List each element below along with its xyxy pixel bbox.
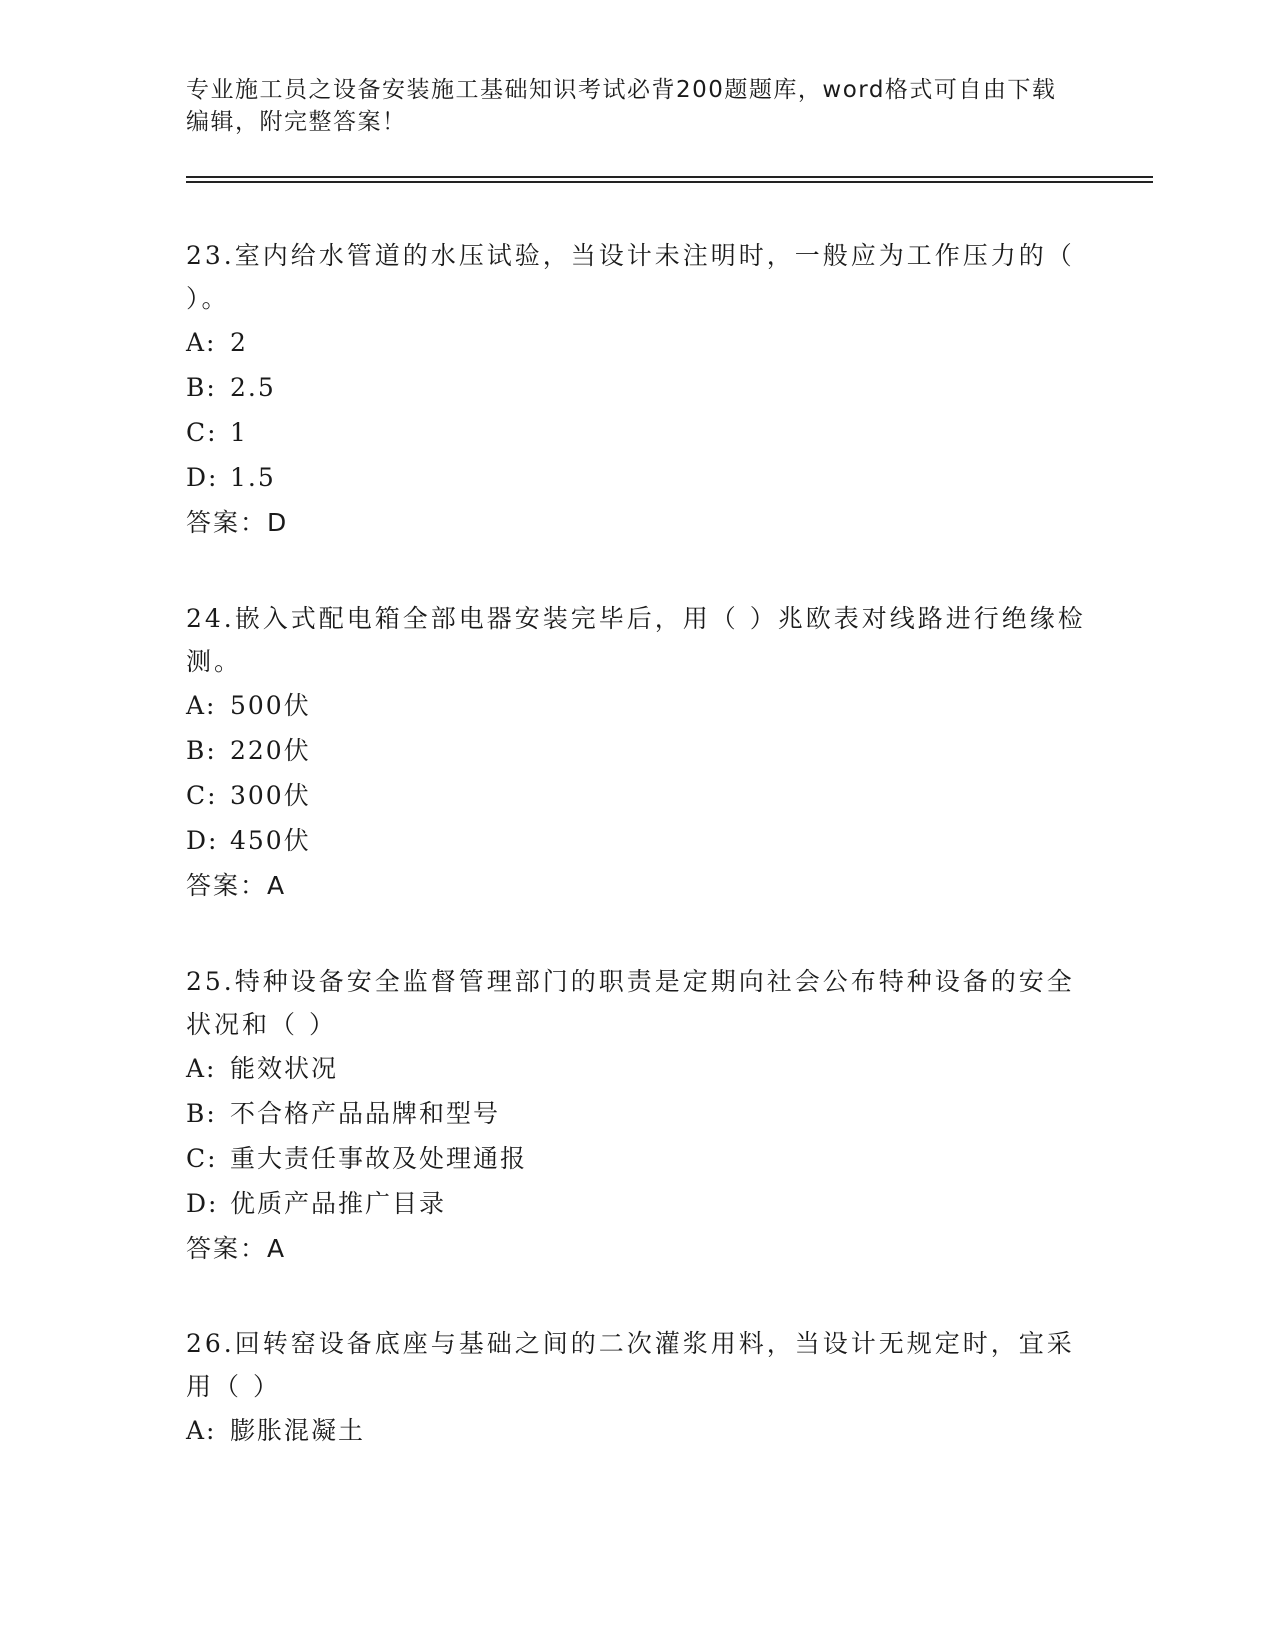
option-text: 不合格产品品牌和型号 xyxy=(230,1099,501,1128)
option-text: 450伏 xyxy=(230,826,311,855)
option-key: D: xyxy=(186,826,219,855)
option-b xyxy=(186,1091,1086,1136)
option-key: B: xyxy=(186,736,217,765)
option-c xyxy=(186,410,1086,455)
option-text: 2 xyxy=(230,328,248,357)
option-key: B: xyxy=(186,373,217,402)
answer-line: 答案：D xyxy=(186,508,289,537)
question-stem: 24.嵌入式配电箱全部电器安装完毕后，用（ ）兆欧表对线路进行绝缘检测。 xyxy=(186,604,1086,676)
option-key: C: xyxy=(186,418,218,447)
option-text: 能效状况 xyxy=(230,1054,339,1083)
question-24 xyxy=(186,597,1086,908)
option-key: C: xyxy=(186,1144,218,1173)
option-d xyxy=(186,818,1086,863)
question-26 xyxy=(186,1322,1086,1453)
option-key: D: xyxy=(186,1189,219,1218)
option-c xyxy=(186,1136,1086,1181)
answer-line: 答案：A xyxy=(186,1234,287,1263)
question-stem: 25.特种设备安全监督管理部门的职责是定期向社会公布特种设备的安全状况和（ ） xyxy=(186,967,1075,1039)
option-key: B: xyxy=(186,1099,217,1128)
option-key: D: xyxy=(186,463,219,492)
option-text: 优质产品推广目录 xyxy=(230,1189,447,1218)
header-divider-top xyxy=(186,176,1153,178)
option-key: A: xyxy=(186,1416,217,1445)
option-text: 300伏 xyxy=(230,781,311,810)
option-b xyxy=(186,365,1086,410)
option-text: 重大责任事故及处理通报 xyxy=(230,1144,528,1173)
question-23 xyxy=(186,234,1086,545)
option-key: A: xyxy=(186,328,217,357)
option-text: 1.5 xyxy=(230,463,276,492)
option-text: 膨胀混凝土 xyxy=(230,1416,366,1445)
option-c xyxy=(186,773,1086,818)
option-a xyxy=(186,1046,1086,1091)
document-header-title: 专业施工员之设备安装施工基础知识考试必背200题题库，word格式可自由下载编辑，附完整答案！ xyxy=(186,77,1057,135)
option-text: 2.5 xyxy=(230,373,276,402)
option-a xyxy=(186,1408,1086,1453)
option-d xyxy=(186,1181,1086,1226)
option-key: C: xyxy=(186,781,218,810)
option-key: A: xyxy=(186,1054,217,1083)
option-d xyxy=(186,455,1086,500)
option-text: 500伏 xyxy=(230,691,311,720)
option-b xyxy=(186,728,1086,773)
option-text: 1 xyxy=(230,418,248,447)
option-a xyxy=(186,683,1086,728)
question-25 xyxy=(186,960,1086,1271)
option-text: 220伏 xyxy=(230,736,311,765)
option-a xyxy=(186,320,1086,365)
header-divider-bottom xyxy=(186,181,1153,183)
answer-line: 答案：A xyxy=(186,871,287,900)
option-key: A: xyxy=(186,691,217,720)
question-stem: 23.室内给水管道的水压试验，当设计未注明时，一般应为工作压力的（ ）。 xyxy=(186,241,1075,313)
question-stem: 26.回转窑设备底座与基础之间的二次灌浆用料，当设计无规定时，宜采用（ ） xyxy=(186,1329,1075,1401)
